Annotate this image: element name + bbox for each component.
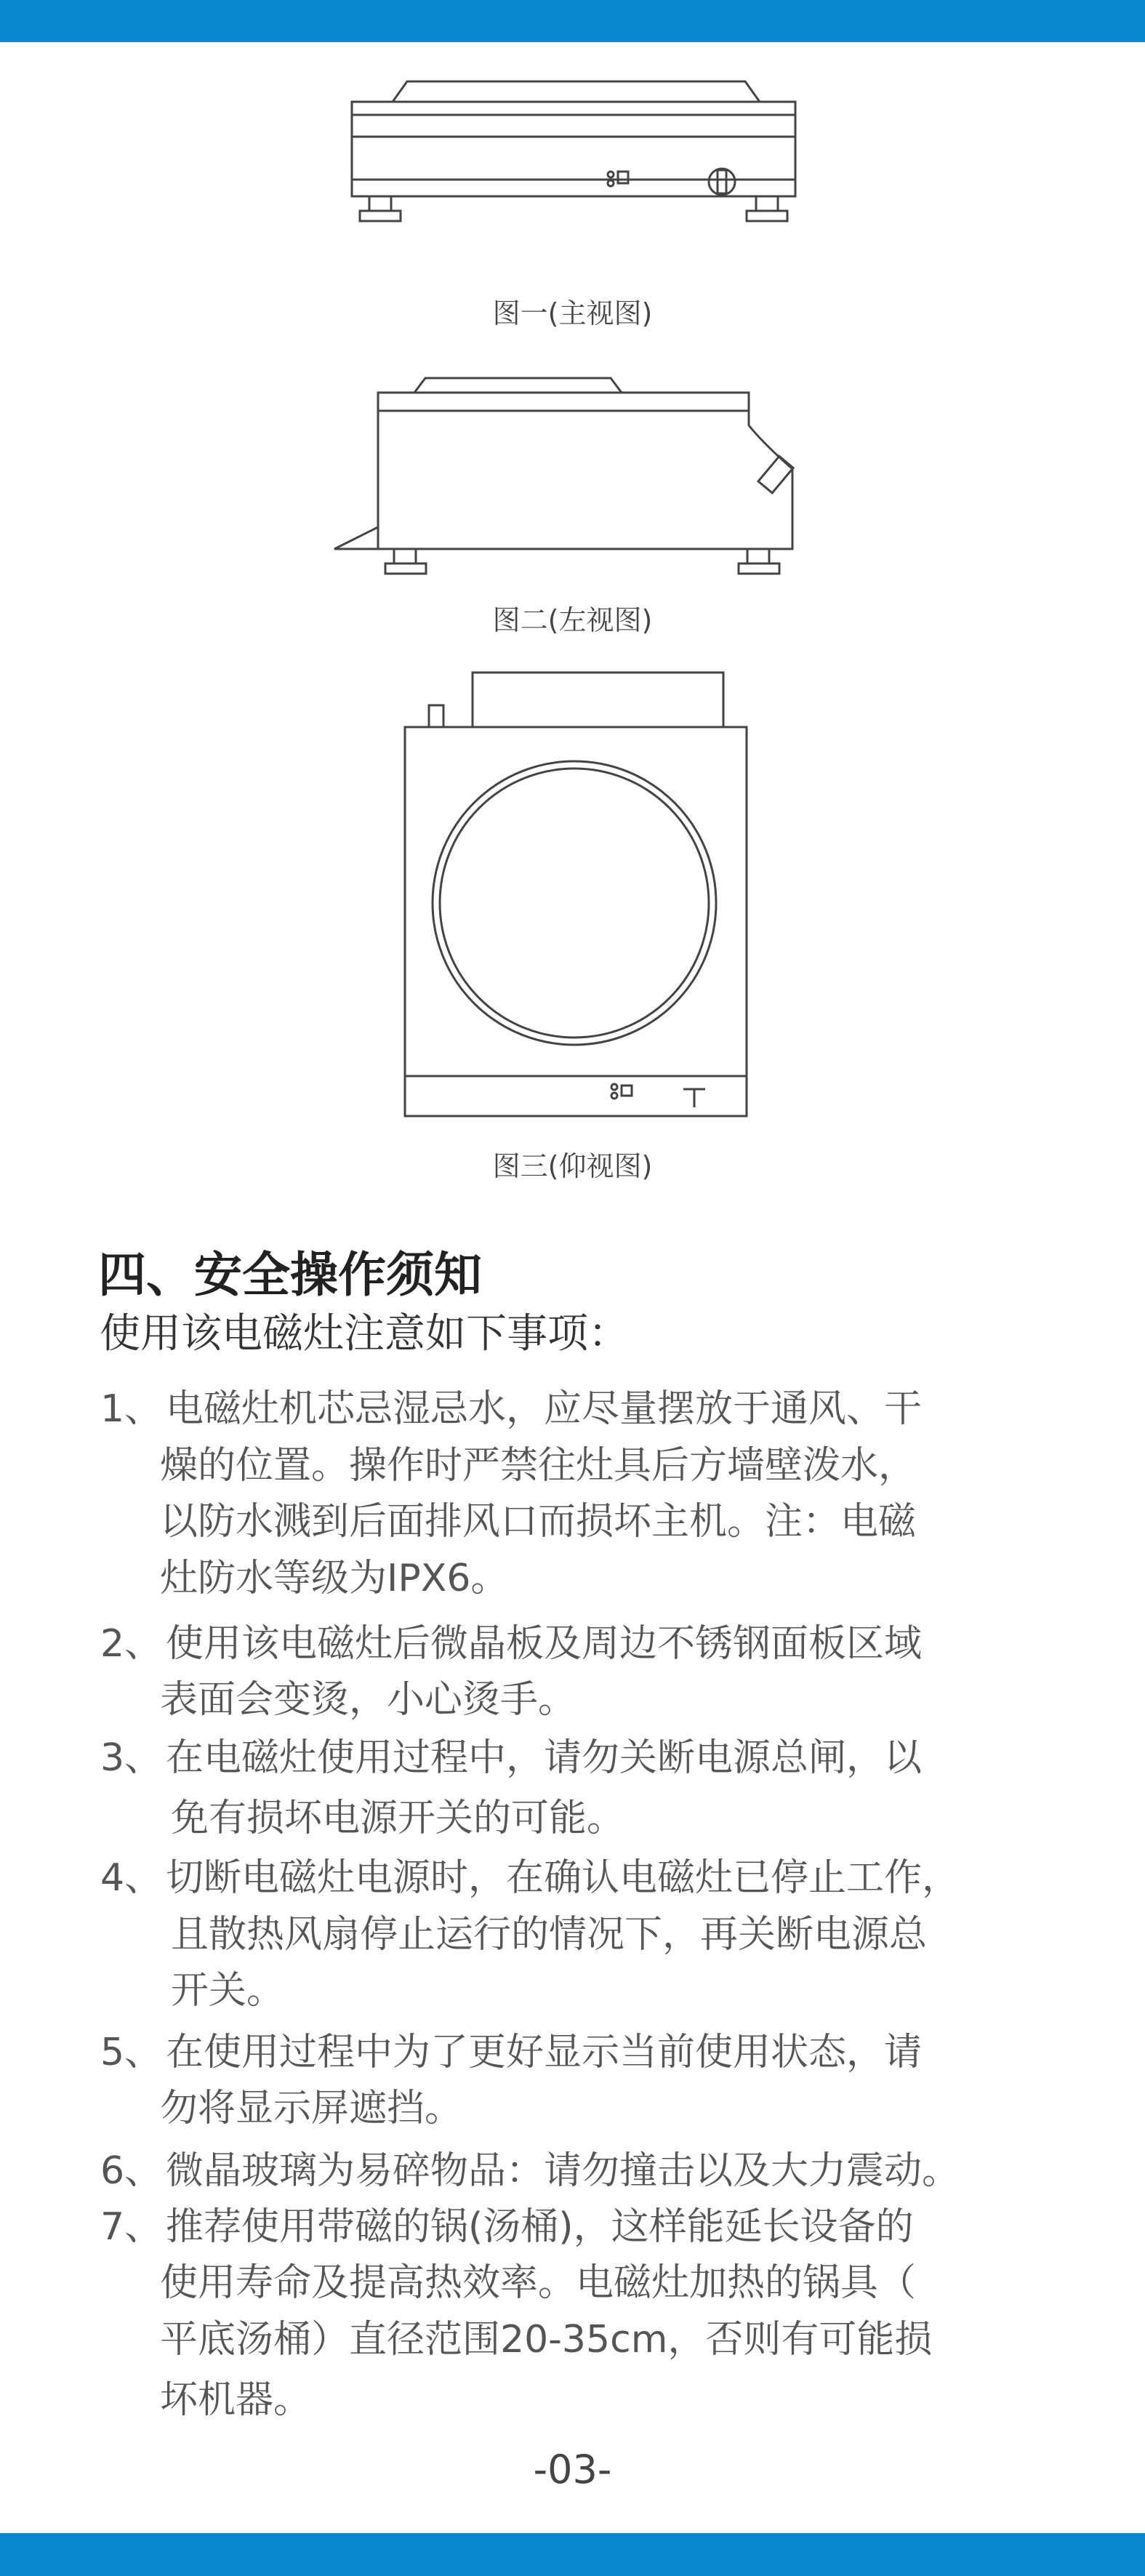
list-item-line: 微晶玻璃为易碎物品：请勿撞击以及大力震动。 [166,2149,960,2193]
list-item-line: 切断电磁灶电源时，在确认电磁灶已停止工作， [166,1856,960,1900]
list-item-line: 平底汤桶）直径范围20-35cm，否则有可能损 [160,2318,933,2362]
list-item-line: 在使用过程中为了更好显示当前使用状态，请 [166,2031,923,2074]
bottom-view-drawing [400,665,749,1123]
list-item-line: 推荐使用带磁的锅(汤桶)，这样能延长设备的 [166,2205,914,2249]
list-item-line: 且散热风扇停止运行的情况下，再关断电源总 [171,1913,928,1957]
section-heading: 四、安全操作须知 [98,1246,482,1303]
item-number: 5、 [100,2031,163,2074]
list-item-line: 燥的位置。操作时严禁往灶具后方墙壁泼水， [160,1444,917,1488]
list-item-line: 使用寿命及提高热效率。电磁灶加热的锅具（ [160,2261,917,2305]
item-number: 1、 [100,1387,163,1431]
figure-caption-side: 图二(左视图) [492,604,653,636]
list-item-line: 免有损坏电源开关的可能。 [171,1797,625,1840]
list-item-line: 开关。 [171,1969,285,2013]
item-number: 4、 [100,1856,163,1900]
section-subheading: 使用该电磁灶注意如下事项： [100,1310,629,1357]
item-number: 2、 [100,1622,163,1666]
list-item-line: 表面会变烫，小心烫手。 [160,1678,576,1722]
item-number: 7、 [100,2205,163,2249]
list-item-line: 灶防水等级为IPX6。 [160,1557,509,1600]
bottom-banner [0,2533,1145,2576]
list-item-line: 电磁灶机芯忌湿忌水，应尽量摆放于通风、干 [166,1387,923,1431]
figure-caption-front: 图一(主视图) [492,297,653,329]
front-view-drawing [342,73,807,291]
page-number: -03- [533,2447,612,2492]
side-view-drawing [327,371,807,589]
list-item-line: 在电磁灶使用过程中，请勿关断电源总闸，以 [166,1736,923,1780]
list-item-line: 坏机器。 [160,2378,312,2422]
item-number: 6、 [100,2149,163,2193]
list-item-line: 以防水溅到后面排风口而损坏主机。注：电磁 [160,1500,917,1544]
top-banner [0,0,1145,42]
list-item-line: 使用该电磁灶后微晶板及周边不锈钢面板区域 [166,1622,923,1666]
figure-caption-bottom: 图三(仰视图) [492,1150,653,1182]
list-item-line: 勿将显示屏遮挡。 [160,2087,463,2130]
item-number: 3、 [100,1736,163,1780]
